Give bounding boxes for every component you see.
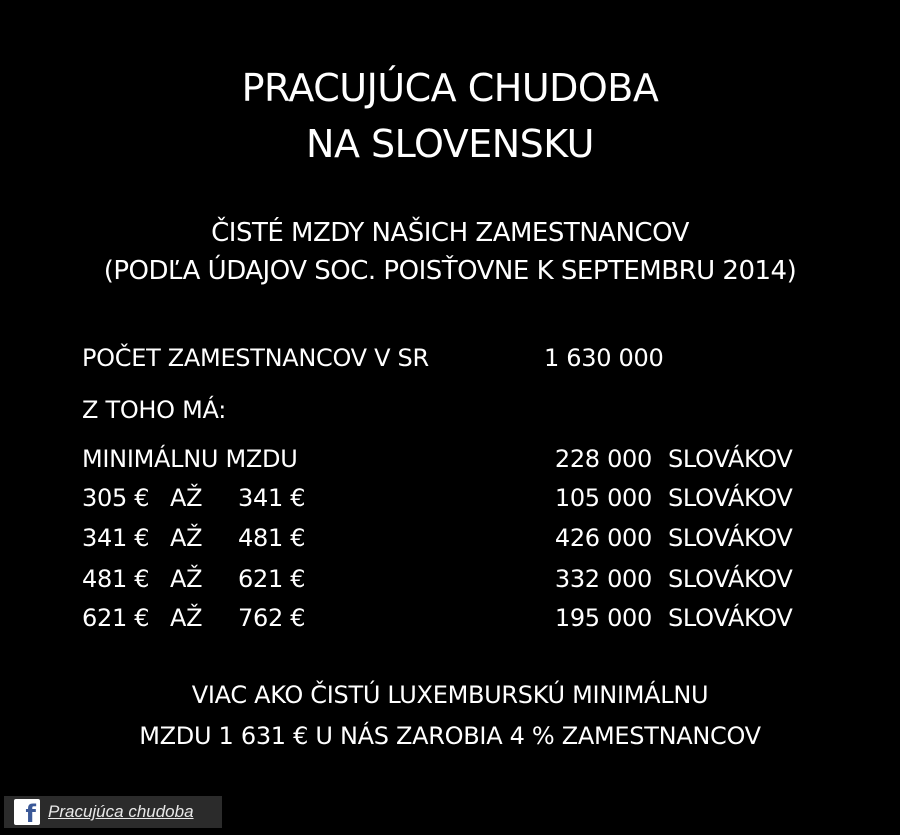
employees-value: 1 630 000 — [544, 344, 664, 372]
row-range-sep: AŽ — [170, 524, 203, 552]
facebook-icon: f — [14, 799, 40, 825]
row-count: 105 000 — [554, 484, 652, 512]
row-range-from: 305 € — [82, 484, 150, 512]
row-count: 228 000 — [554, 445, 652, 473]
row-range-sep: AŽ — [170, 484, 203, 512]
row-range-sep: AŽ — [170, 565, 203, 593]
subtitle-line-2: (PODĽA ÚDAJOV SOC. POISŤOVNE K SEPTEMBRU 2014) — [103, 256, 797, 286]
of-which-label: Z TOHO MÁ: — [82, 396, 226, 424]
facebook-link-text[interactable]: Pracujúca chudoba — [48, 802, 194, 821]
row-range-to: 481 € — [238, 524, 306, 552]
row-range-from: 621 € — [82, 604, 150, 632]
row-range-sep: AŽ — [170, 604, 203, 632]
row-range-to: 341 € — [238, 484, 306, 512]
row-range-from: 341 € — [82, 524, 150, 552]
row-range-from: MINIMÁLNU MZDU — [82, 445, 298, 473]
subtitle-line-1: ČISTÉ MZDY NAŠICH ZAMESTNANCOV — [211, 218, 689, 248]
row-unit: SLOVÁKOV — [668, 604, 793, 632]
row-unit: SLOVÁKOV — [668, 565, 793, 593]
row-range-to: 762 € — [238, 604, 306, 632]
row-count: 332 000 — [554, 565, 652, 593]
employees-label: POČET ZAMESTNANCOV V SR — [82, 344, 429, 372]
row-range-to: 621 € — [238, 565, 306, 593]
row-range-from: 481 € — [82, 565, 150, 593]
row-unit: SLOVÁKOV — [668, 524, 793, 552]
row-unit: SLOVÁKOV — [668, 445, 793, 473]
title-line-2: NA SLOVENSKU — [306, 122, 594, 166]
row-unit: SLOVÁKOV — [668, 484, 793, 512]
row-count: 426 000 — [554, 524, 652, 552]
facebook-page-link[interactable] — [4, 796, 222, 828]
row-count: 195 000 — [554, 604, 652, 632]
footer-line-2: MZDU 1 631 € U NÁS ZAROBIA 4 % ZAMESTNANCOV — [139, 722, 761, 750]
footer-line-1: VIAC AKO ČISTÚ LUXEMBURSKÚ MINIMÁLNU — [191, 681, 709, 709]
title-line-1: PRACUJÚCA CHUDOBA — [241, 66, 659, 110]
